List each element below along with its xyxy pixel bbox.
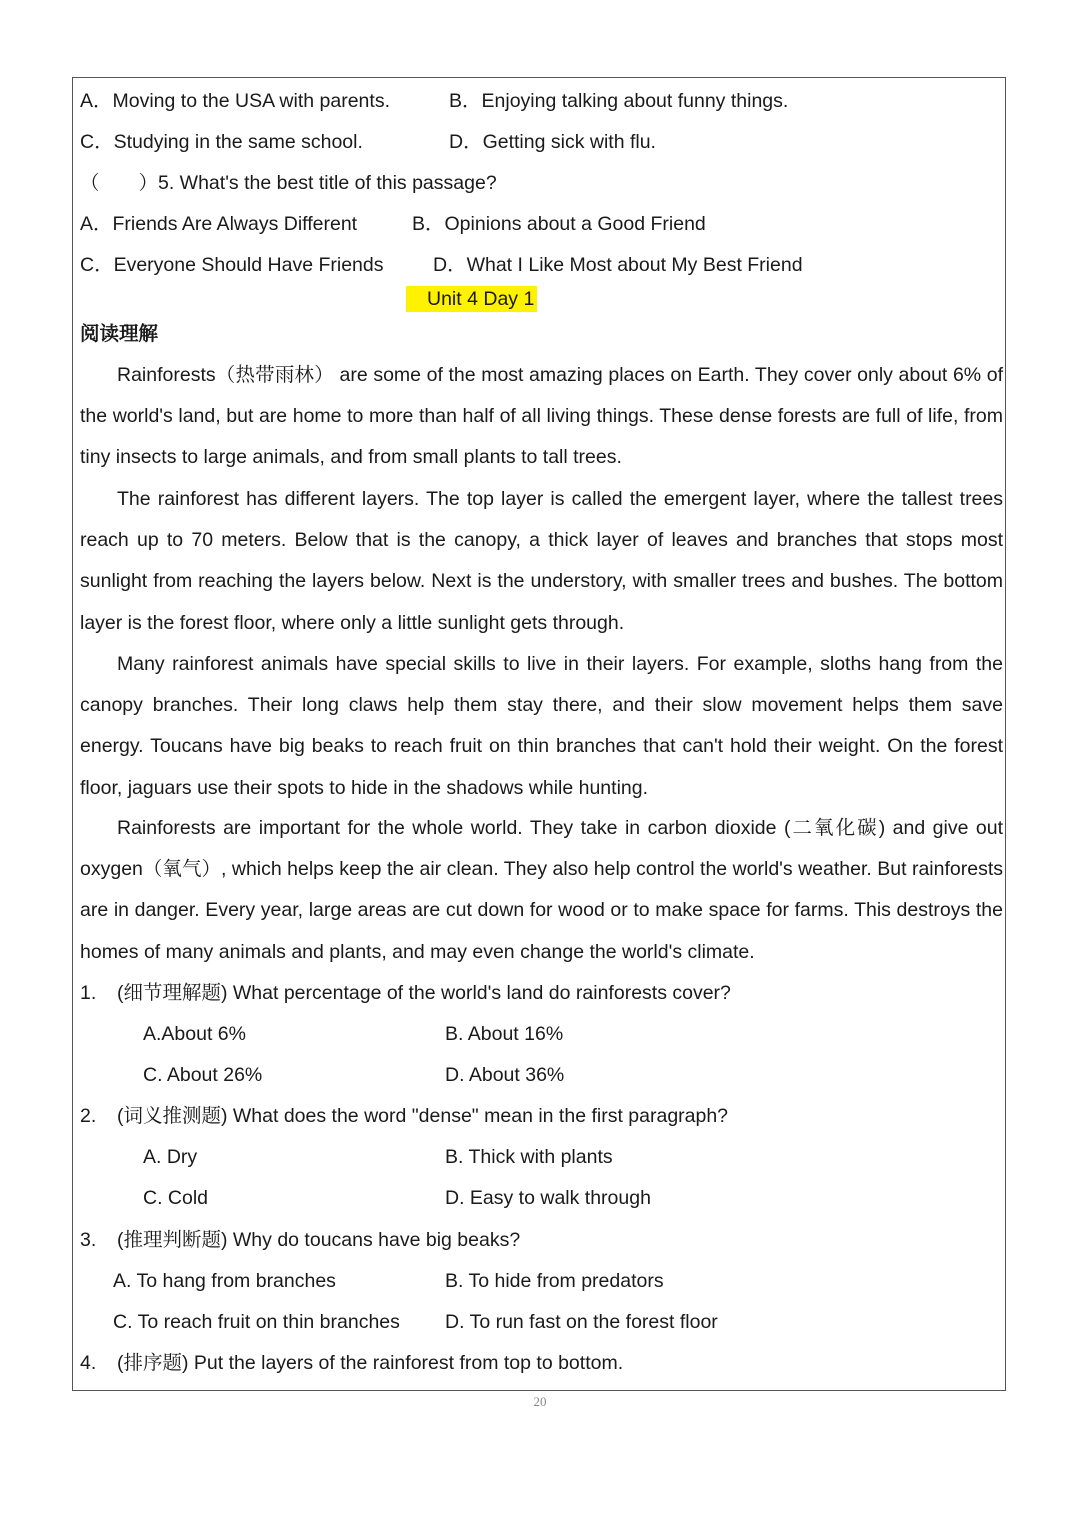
passage-paragraph-2: The rainforest has different layers. The top layer is called the emergent layer, where the tallest trees reach up to 70 meters. Below that is the canopy, a thick layer of leaves and branches that stops most sunlight from reaching the layers below. Next is the understory, with smaller trees and bushes. The bottom layer is the forest floor, where only a little sunlight gets through.	[80, 488, 1003, 634]
q5-option-a: A．Friends Are Always Different	[80, 213, 358, 235]
unit-title-highlight: Unit 4 Day 1	[406, 286, 537, 312]
q2-stem: (词义推测题) What does the word "dense" mean in the first paragraph?	[117, 1105, 729, 1127]
q5-option-c: C．Everyone Should Have Friends	[80, 254, 384, 276]
prev-option-b: B．Enjoying talking about funny things.	[449, 90, 789, 112]
prev-option-d: D．Getting sick with flu.	[449, 131, 656, 153]
q1-option-a: A.About 6%	[143, 1023, 246, 1045]
q2-number: 2.	[80, 1105, 97, 1127]
passage-paragraph-1: Rainforests（热带雨林） are some of the most amazing places on Earth. They cover only about 6% of the world's land, but are home to more than half of all living things. These dense forests are full of life, from tiny insects to large animals, and from small plants to tall trees.	[80, 364, 1003, 469]
unit-title	[406, 287, 537, 311]
q2-option-b: B. Thick with plants	[445, 1146, 613, 1168]
q3-number: 3.	[80, 1229, 97, 1251]
q1-option-c: C. About 26%	[143, 1064, 263, 1086]
q1-option-d: D. About 36%	[445, 1064, 565, 1086]
passage-paragraph-4: Rainforests are important for the whole world. They take in carbon dioxide (二氧化碳) and give out oxygen（氧气）, which helps keep the air clean. They also help control the world's weather. But rainforests are in danger. Every year, large areas are cut down for wood or to make space for farms. This destroys the homes of many animals and plants, and may even change the world's climate.	[80, 817, 1003, 963]
page-number: 20	[533, 1394, 547, 1409]
prev-option-a: A．Moving to the USA with parents.	[80, 90, 390, 112]
q4-stem: (排序题) Put the layers of the rainforest from top to bottom.	[117, 1352, 624, 1374]
q3-option-d: D. To run fast on the forest floor	[445, 1311, 718, 1333]
q3-option-b: B. To hide from predators	[445, 1270, 664, 1292]
q5-option-d: D．What I Like Most about My Best Friend	[433, 254, 803, 276]
q5-stem: （ ）5. What's the best title of this passage?	[80, 172, 497, 194]
passage-paragraph-3: Many rainforest animals have special skills to live in their layers. For example, sloths hang from the canopy branches. Their long claws help them stay there, and their slow movement helps them save energy. Toucans have big beaks to reach fruit on thin branches that can't hold their weight. On the forest floor, jaguars use their spots to hide in the shadows while hunting.	[80, 653, 1003, 799]
q1-number: 1.	[80, 982, 97, 1004]
q2-option-c: C. Cold	[143, 1187, 209, 1209]
prev-option-c: C．Studying in the same school.	[80, 131, 363, 153]
q2-option-d: D. Easy to walk through	[445, 1187, 651, 1209]
q1-stem: (细节理解题) What percentage of the world's land do rainforests cover?	[117, 982, 731, 1004]
q3-option-c: C. To reach fruit on thin branches	[113, 1311, 400, 1333]
q2-option-a: A. Dry	[143, 1146, 198, 1168]
q1-option-b: B. About 16%	[445, 1023, 564, 1045]
q3-option-a: A. To hang from branches	[113, 1270, 336, 1292]
q3-stem: (推理判断题) Why do toucans have big beaks?	[117, 1229, 521, 1251]
section-heading: 阅读理解	[80, 323, 159, 345]
q4-number: 4.	[80, 1352, 97, 1374]
q5-option-b: B．Opinions about a Good Friend	[412, 213, 706, 235]
